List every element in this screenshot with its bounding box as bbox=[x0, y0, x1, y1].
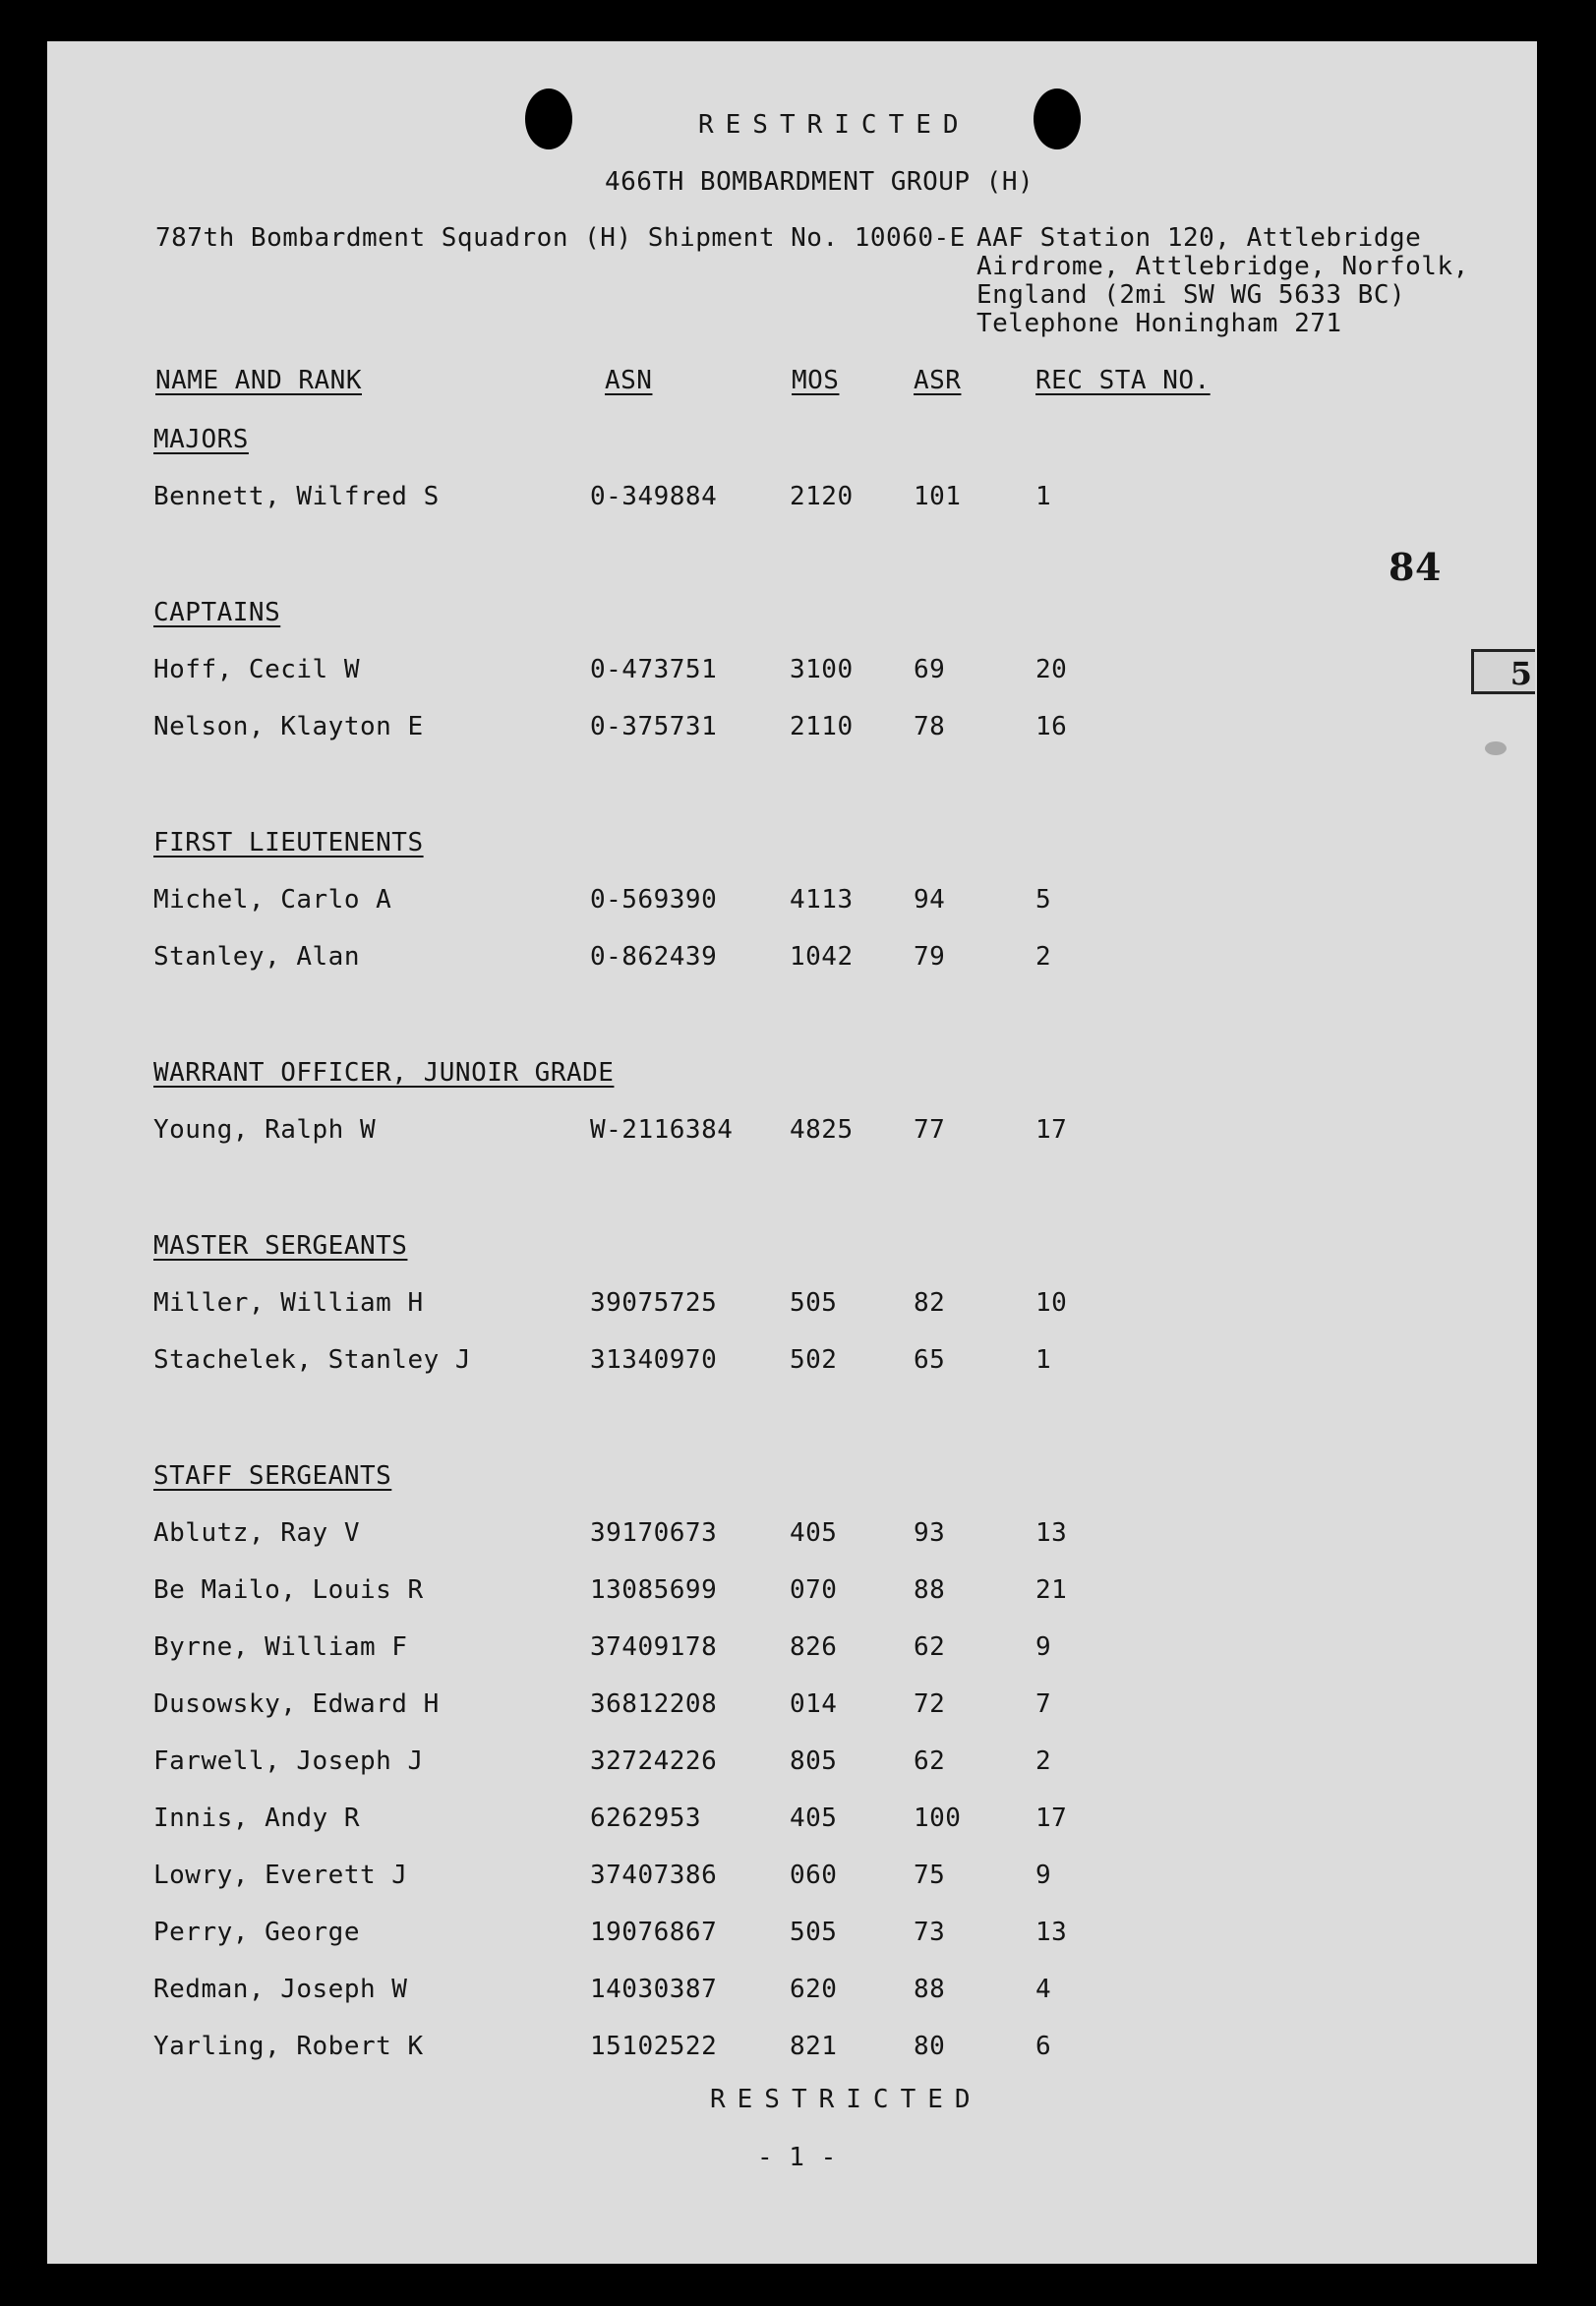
rec-sta-value: 20 bbox=[1035, 655, 1068, 684]
rec-sta-value: 2 bbox=[1035, 1746, 1052, 1776]
person-name: Farwell, Joseph J bbox=[153, 1746, 424, 1776]
asr-value: 94 bbox=[914, 885, 946, 915]
asr-value: 77 bbox=[914, 1115, 946, 1145]
person-name: Be Mailo, Louis R bbox=[153, 1575, 424, 1605]
group-title: 466TH BOMBARDMENT GROUP (H) bbox=[605, 167, 1034, 197]
section-title: FIRST LIEUTENENTS bbox=[153, 828, 424, 857]
rec-sta-value: 6 bbox=[1035, 2032, 1052, 2061]
index-tab: 5 bbox=[1471, 649, 1535, 694]
asn-value: 39075725 bbox=[590, 1288, 718, 1318]
column-header-rec-sta: REC STA NO. bbox=[1035, 366, 1211, 395]
asr-value: 80 bbox=[914, 2032, 946, 2061]
person-name: Lowry, Everett J bbox=[153, 1861, 408, 1890]
section-title: CAPTAINS bbox=[153, 598, 281, 627]
person-name: Young, Ralph W bbox=[153, 1115, 377, 1145]
station-line: Telephone Honingham 271 bbox=[976, 309, 1342, 338]
asr-value: 101 bbox=[914, 482, 962, 511]
section-title: STAFF SERGEANTS bbox=[153, 1461, 392, 1491]
asn-value: 37409178 bbox=[590, 1632, 718, 1662]
person-name: Byrne, William F bbox=[153, 1632, 408, 1662]
section-title: MAJORS bbox=[153, 425, 249, 454]
mos-value: 014 bbox=[790, 1689, 838, 1719]
asn-value: 0-349884 bbox=[590, 482, 718, 511]
mos-value: 505 bbox=[790, 1918, 838, 1947]
smudge-mark bbox=[1485, 741, 1507, 755]
punch-hole-left bbox=[525, 89, 572, 149]
person-name: Nelson, Klayton E bbox=[153, 712, 424, 741]
classification-top: RESTRICTED bbox=[698, 110, 971, 140]
asn-value: 0-862439 bbox=[590, 942, 718, 972]
person-name: Michel, Carlo A bbox=[153, 885, 392, 915]
rec-sta-value: 9 bbox=[1035, 1632, 1052, 1662]
mos-value: 502 bbox=[790, 1345, 838, 1375]
asr-value: 82 bbox=[914, 1288, 946, 1318]
mos-value: 4825 bbox=[790, 1115, 854, 1145]
mos-value: 405 bbox=[790, 1803, 838, 1833]
mos-value: 3100 bbox=[790, 655, 854, 684]
mos-value: 4113 bbox=[790, 885, 854, 915]
column-header-asn: ASN bbox=[605, 366, 653, 395]
asn-value: 0-473751 bbox=[590, 655, 718, 684]
asn-value: W-2116384 bbox=[590, 1115, 734, 1145]
rec-sta-value: 7 bbox=[1035, 1689, 1052, 1719]
asr-value: 100 bbox=[914, 1803, 962, 1833]
rec-sta-value: 13 bbox=[1035, 1918, 1068, 1947]
asn-value: 6262953 bbox=[590, 1803, 702, 1833]
asr-value: 75 bbox=[914, 1861, 946, 1890]
mos-value: 405 bbox=[790, 1518, 838, 1548]
rec-sta-value: 10 bbox=[1035, 1288, 1068, 1318]
mos-value: 060 bbox=[790, 1861, 838, 1890]
person-name: Stanley, Alan bbox=[153, 942, 360, 972]
asn-value: 19076867 bbox=[590, 1918, 718, 1947]
rec-sta-value: 5 bbox=[1035, 885, 1052, 915]
asr-value: 62 bbox=[914, 1632, 946, 1662]
asn-value: 39170673 bbox=[590, 1518, 718, 1548]
station-line: Airdrome, Attlebridge, Norfolk, bbox=[976, 252, 1469, 281]
rec-sta-value: 2 bbox=[1035, 942, 1052, 972]
asn-value: 32724226 bbox=[590, 1746, 718, 1776]
mos-value: 821 bbox=[790, 2032, 838, 2061]
asr-value: 62 bbox=[914, 1746, 946, 1776]
squadron-line: 787th Bombardment Squadron (H) Shipment No. 10060-E bbox=[155, 223, 966, 253]
person-name: Ablutz, Ray V bbox=[153, 1518, 360, 1548]
rec-sta-value: 1 bbox=[1035, 482, 1052, 511]
person-name: Hoff, Cecil W bbox=[153, 655, 360, 684]
rec-sta-value: 17 bbox=[1035, 1803, 1068, 1833]
rec-sta-value: 21 bbox=[1035, 1575, 1068, 1605]
asn-value: 15102522 bbox=[590, 2032, 718, 2061]
asr-value: 93 bbox=[914, 1518, 946, 1548]
person-name: Stachelek, Stanley J bbox=[153, 1345, 472, 1375]
asn-value: 36812208 bbox=[590, 1689, 718, 1719]
asr-value: 69 bbox=[914, 655, 946, 684]
rec-sta-value: 17 bbox=[1035, 1115, 1068, 1145]
document-page bbox=[47, 41, 1537, 2264]
asn-value: 13085699 bbox=[590, 1575, 718, 1605]
rec-sta-value: 1 bbox=[1035, 1345, 1052, 1375]
asr-value: 72 bbox=[914, 1689, 946, 1719]
station-line: England (2mi SW WG 5633 BC) bbox=[976, 280, 1406, 310]
mos-value: 2110 bbox=[790, 712, 854, 741]
person-name: Yarling, Robert K bbox=[153, 2032, 424, 2061]
asr-value: 88 bbox=[914, 1575, 946, 1605]
mos-value: 070 bbox=[790, 1575, 838, 1605]
rec-sta-value: 16 bbox=[1035, 712, 1068, 741]
asr-value: 73 bbox=[914, 1918, 946, 1947]
classification-bottom: RESTRICTED bbox=[710, 2085, 982, 2114]
section-title: WARRANT OFFICER, JUNOIR GRADE bbox=[153, 1058, 615, 1088]
mos-value: 2120 bbox=[790, 482, 854, 511]
asn-value: 37407386 bbox=[590, 1861, 718, 1890]
section-title: MASTER SERGEANTS bbox=[153, 1231, 408, 1261]
asn-value: 14030387 bbox=[590, 1975, 718, 2004]
person-name: Innis, Andy R bbox=[153, 1803, 360, 1833]
mos-value: 1042 bbox=[790, 942, 854, 972]
asn-value: 31340970 bbox=[590, 1345, 718, 1375]
person-name: Bennett, Wilfred S bbox=[153, 482, 440, 511]
rec-sta-value: 4 bbox=[1035, 1975, 1052, 2004]
column-header-mos: MOS bbox=[792, 366, 840, 395]
asr-value: 79 bbox=[914, 942, 946, 972]
page-stamp-number: 84 bbox=[1389, 545, 1442, 589]
rec-sta-value: 9 bbox=[1035, 1861, 1052, 1890]
station-line: AAF Station 120, Attlebridge bbox=[976, 223, 1422, 253]
mos-value: 505 bbox=[790, 1288, 838, 1318]
asr-value: 88 bbox=[914, 1975, 946, 2004]
rec-sta-value: 13 bbox=[1035, 1518, 1068, 1548]
column-header-name: NAME AND RANK bbox=[155, 366, 362, 395]
person-name: Perry, George bbox=[153, 1918, 360, 1947]
person-name: Redman, Joseph W bbox=[153, 1975, 408, 2004]
asr-value: 65 bbox=[914, 1345, 946, 1375]
asn-value: 0-569390 bbox=[590, 885, 718, 915]
mos-value: 805 bbox=[790, 1746, 838, 1776]
punch-hole-right bbox=[1034, 89, 1081, 149]
mos-value: 620 bbox=[790, 1975, 838, 2004]
asn-value: 0-375731 bbox=[590, 712, 718, 741]
asr-value: 78 bbox=[914, 712, 946, 741]
mos-value: 826 bbox=[790, 1632, 838, 1662]
page-number: - 1 - bbox=[757, 2143, 837, 2172]
person-name: Dusowsky, Edward H bbox=[153, 1689, 440, 1719]
person-name: Miller, William H bbox=[153, 1288, 424, 1318]
column-header-asr: ASR bbox=[914, 366, 962, 395]
